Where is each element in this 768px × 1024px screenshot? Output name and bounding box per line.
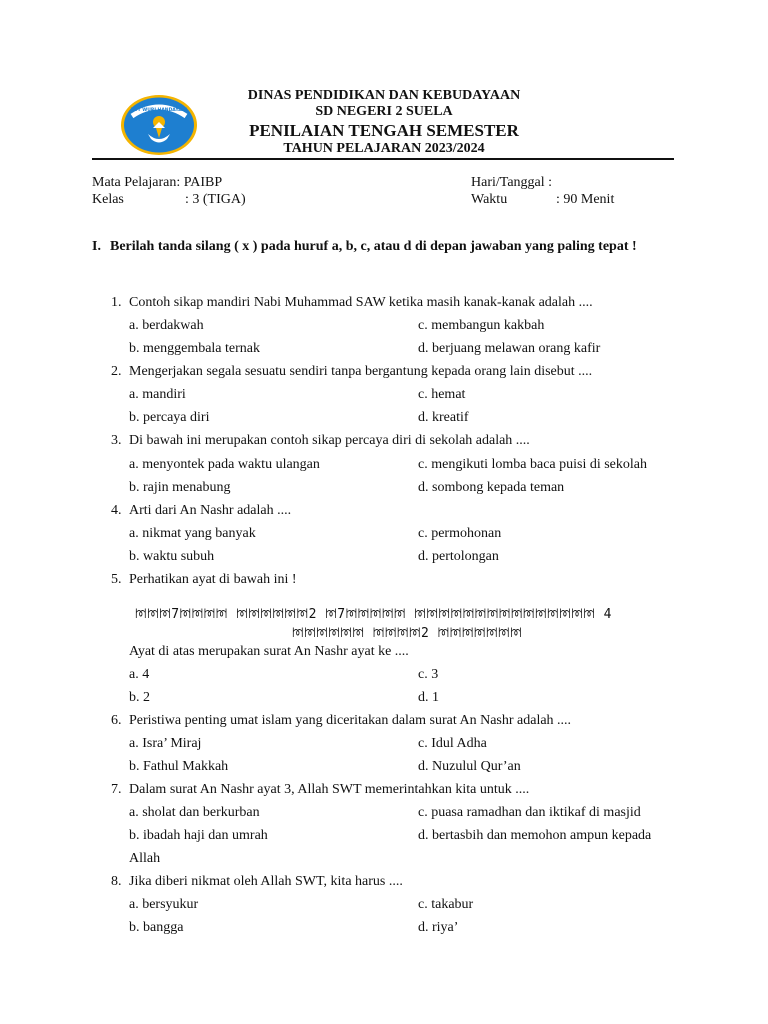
arabic-verse-line-1: ꔟꔟꔟ7ꔟꔟꔟꔟ ꔟꔟꔟꔟꔟꔟ2 ꔟ7ꔟꔟꔟꔟꔟ ꔟꔟꔟꔟꔟꔟꔟꔟꔟꔟꔟꔟꔟꔟꔟ 4 [135,607,612,622]
question-text: Di bawah ini merupakan contoh sikap percaya diri di sekolah adalah .... [129,433,530,448]
option-b: b. waktu subuh [129,549,215,564]
option-b: b. percaya diri [129,410,210,425]
question-text: Contoh sikap mandiri Nabi Muhammad SAW ketika masih kanak-kanak adalah .... [129,295,593,310]
header-school: SD NEGERI 2 SUELA [315,104,453,119]
option-a: a. 4 [129,667,150,682]
option-c: c. membangun kakbah [418,318,545,333]
option-c: c. 3 [418,667,439,682]
option-d: d. bertasbih dan memohon ampun kepada [418,828,652,843]
option-c: c. Idul Adha [418,736,487,751]
option-d-wrap: Allah [129,851,161,866]
question-number: 4. [111,503,122,518]
question-text: Peristiwa penting umat islam yang diceritakan dalam surat An Nashr adalah .... [129,713,572,728]
option-b: b. bangga [129,920,184,935]
question-text: Jika diberi nikmat oleh Allah SWT, kita harus .... [129,874,403,889]
svg-text:TUT WURI HANDAYANI: TUT WURI HANDAYANI [130,108,188,113]
header-school-year: TAHUN PELAJARAN 2023/2024 [283,141,485,156]
option-a: a. Isra’ Miraj [129,736,202,751]
option-a: a. bersyukur [129,897,199,912]
question-text: Mengerjakan segala sesuatu sendiri tanpa bergantung kepada orang lain disebut .... [129,364,593,379]
question-number: 7. [111,782,122,797]
section-number: I. [92,239,101,254]
option-a: a. mandiri [129,387,186,402]
section-instruction-text: Berilah tanda silang ( x ) pada huruf a, b, c, atau d di depan jawaban yang paling tepat ! [110,239,637,254]
option-c: c. takabur [418,897,474,912]
question-text: Dalam surat An Nashr ayat 3, Allah SWT memerintahkan kita untuk .... [129,782,530,797]
option-c: c. puasa ramadhan dan iktikaf di masjid [418,805,641,820]
subject-label: Mata Pelajaran: PAIBP [92,175,223,190]
option-d: d. 1 [418,690,439,705]
option-c: c. mengikuti lomba baca puisi di sekolah [418,457,648,472]
question-number: 6. [111,713,122,728]
option-d: d. berjuang melawan orang kafir [418,341,601,356]
question-number: 8. [111,874,122,889]
question-number: 5. [111,572,122,587]
option-b: b. ibadah haji dan umrah [129,828,268,843]
option-b: b. rajin menabung [129,480,231,495]
option-a: a. nikmat yang banyak [129,526,256,541]
option-b: b. menggembala ternak [129,341,261,356]
arabic-verse-line-2: ꔟꔟꔟꔟꔟꔟ ꔟꔟꔟꔟ2 ꔟꔟꔟꔟꔟꔟꔟ [292,626,523,641]
option-a: a. menyontek pada waktu ulangan [129,457,320,472]
option-d: d. Nuzulul Qur’an [418,759,521,774]
question-subtext: Ayat di atas merupakan surat An Nashr ayat ke .... [129,644,409,659]
class-label: Kelas [92,192,124,207]
option-d: d. riya’ [418,920,459,935]
header-exam-title: PENILAIAN TENGAH SEMESTER [249,121,519,140]
option-c: c. hemat [418,387,466,402]
question-number: 3. [111,433,122,448]
question-number: 1. [111,295,122,310]
option-d: d. sombong kepada teman [418,480,565,495]
question-text: Perhatikan ayat di bawah ini ! [129,572,297,587]
header-divider [92,158,674,160]
option-b: b. 2 [129,690,150,705]
time-value: : 90 Menit [556,192,615,207]
time-label: Waktu [471,192,508,207]
header-agency: DINAS PENDIDIKAN DAN KEBUDAYAAN [247,88,521,103]
option-c: c. permohonan [418,526,502,541]
option-d: d. kreatif [418,410,469,425]
day-date-label: Hari/Tanggal : [471,175,553,190]
question-number: 2. [111,364,122,379]
option-a: a. berdakwah [129,318,204,333]
option-b: b. Fathul Makkah [129,759,229,774]
option-a: a. sholat dan berkurban [129,805,260,820]
question-text: Arti dari An Nashr adalah .... [129,503,292,518]
class-value: : 3 (TIGA) [185,192,246,207]
option-d: d. pertolongan [418,549,499,564]
